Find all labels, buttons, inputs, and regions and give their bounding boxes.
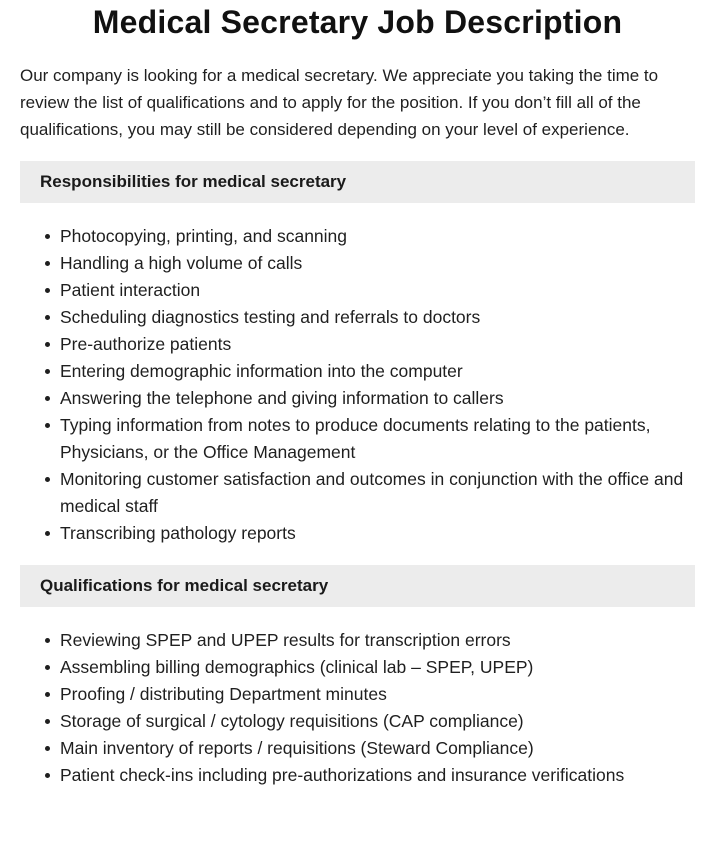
intro-paragraph: Our company is looking for a medical secretary. We appreciate you taking the time to review the list of qualifications and to apply for the position. If you don’t fill all of the qualifications, you may still be considered depending on your level of experience. xyxy=(20,66,659,139)
responsibilities-list xyxy=(20,223,695,547)
qualification-item: Patient check-ins including pre-authorizations and insurance verifications xyxy=(60,762,695,789)
qualification-item: Assembling billing demographics (clinical lab – SPEP, UPEP) xyxy=(60,654,695,681)
responsibility-item: Typing information from notes to produce documents relating to the patients, Physicians, or the Office Management xyxy=(60,412,695,466)
qualification-item: Storage of surgical / cytology requisitions (CAP compliance) xyxy=(60,708,695,735)
responsibility-item: Pre-authorize patients xyxy=(60,331,695,358)
responsibilities-header: Responsibilities for medical secretary xyxy=(20,161,695,203)
responsibility-item: Entering demographic information into the computer xyxy=(60,358,695,385)
qualification-item: Reviewing SPEP and UPEP results for transcription errors xyxy=(60,627,695,654)
job-description-page xyxy=(20,0,695,789)
responsibility-item: Photocopying, printing, and scanning xyxy=(60,223,695,250)
qualifications-header: Qualifications for medical secretary xyxy=(20,565,695,607)
responsibility-item: Monitoring customer satisfaction and outcomes in conjunction with the office and medical staff xyxy=(60,466,695,520)
responsibility-item: Transcribing pathology reports xyxy=(60,520,695,547)
qualification-item: Proofing / distributing Department minutes xyxy=(60,681,695,708)
responsibility-item: Patient interaction xyxy=(60,277,695,304)
qualification-item: Main inventory of reports / requisitions (Steward Compliance) xyxy=(60,735,695,762)
responsibility-item: Handling a high volume of calls xyxy=(60,250,695,277)
responsibility-item: Answering the telephone and giving information to callers xyxy=(60,385,695,412)
qualifications-list xyxy=(20,627,695,789)
page-title: Medical Secretary Job Description xyxy=(92,4,623,40)
responsibility-item: Scheduling diagnostics testing and referrals to doctors xyxy=(60,304,695,331)
